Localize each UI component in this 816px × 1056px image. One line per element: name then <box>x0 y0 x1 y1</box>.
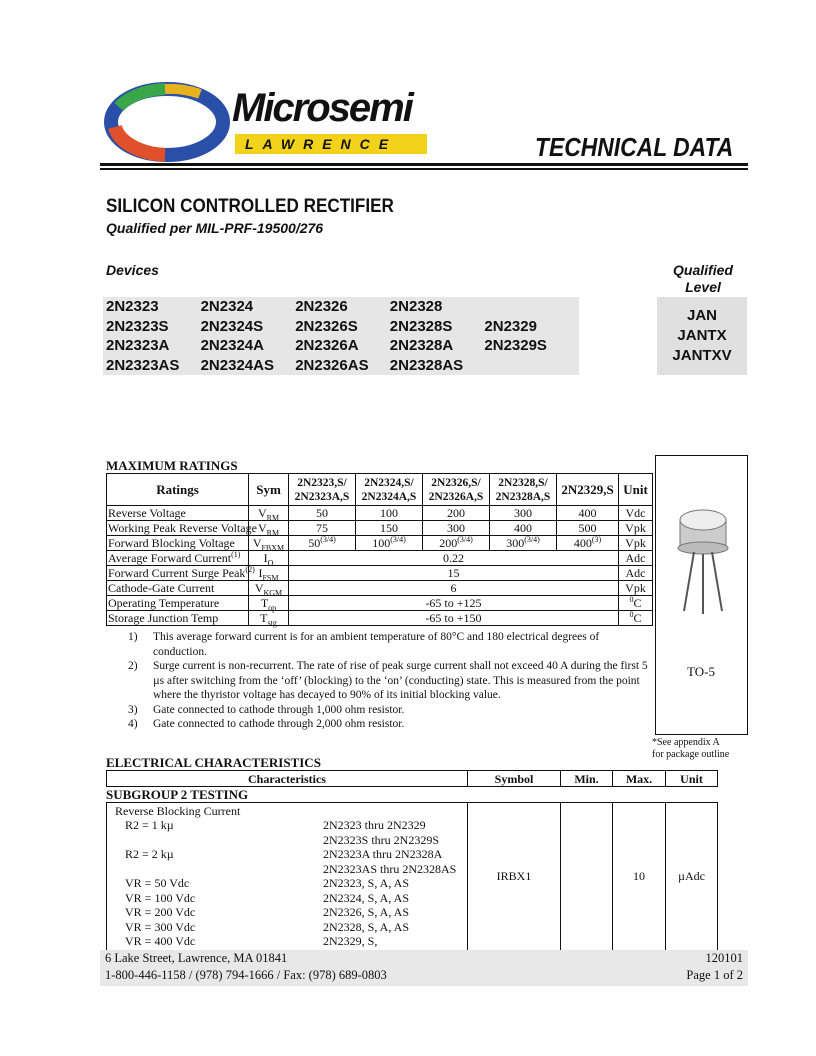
col-min: Min. <box>561 771 613 787</box>
device-part-number: 2N2328A <box>389 337 454 354</box>
ratings-row <box>107 506 653 521</box>
outline-note: for package outline <box>652 749 730 760</box>
electrical-table <box>106 802 718 951</box>
device-part-number: 2N2326S <box>295 317 358 335</box>
max-ratings-table <box>106 473 653 626</box>
ratings-row <box>107 521 653 536</box>
ratings-row <box>107 551 653 566</box>
rating-value: 0.22 <box>289 551 619 566</box>
test-condition <box>125 833 323 848</box>
subgroup-heading: SUBGROUP 2 TESTING <box>106 787 249 802</box>
test-condition-row <box>125 876 459 891</box>
qualified-levels <box>657 297 747 375</box>
device-part-number: 2N2328 <box>389 298 443 315</box>
symbol-subscript: FSM <box>262 573 279 583</box>
ratings-header: 2N2326,S/ 2N2326A,S <box>423 474 490 506</box>
ratings-notes <box>128 630 650 732</box>
rating-value: -65 to +125 <box>289 596 619 611</box>
col-unit: Unit <box>666 771 718 787</box>
rating-name: Forward Blocking Voltage <box>107 536 249 551</box>
package-name: TO-5 <box>687 664 715 679</box>
level-item: JANTXV <box>672 347 732 364</box>
rating-name: Operating Temperature <box>107 596 249 611</box>
phone-numbers: 1-800-446-1158 / (978) 794-1666 / Fax: (978) 689-0803 <box>105 968 387 982</box>
rating-value: 15 <box>289 566 619 581</box>
ratings-header: 2N2328,S/ 2N2328A,S <box>490 474 557 506</box>
device-part-number: 2N2328AS <box>389 356 464 374</box>
note-text: Surge current is non-recurrent. The rate of rise of peak surge current shall not exceed 40 A during the first 5 µs after switching from the ‘off’ (blocking) to the ‘on’ (conducting) state. This is measured from the point where the thyristor voltage has decayed to 90% of its initial blocking value. <box>153 660 648 701</box>
rating-unit: $^0$C <box>619 596 653 611</box>
test-condition: VR = 50 Vdc <box>125 876 190 890</box>
qualification-spec: Qualified per MIL-PRF-19500/276 <box>106 220 324 236</box>
rating-unit: Adc <box>619 566 653 581</box>
note-number: 1) <box>128 631 138 643</box>
note-text: This average forward current is for an ambient temperature of 80°C and 180 electrical degrees of conduction. <box>153 631 600 658</box>
test-condition-row <box>125 862 459 877</box>
symbol-subscript: FBXM <box>261 543 285 553</box>
rating-symbol: $V_{FBXM}$ <box>249 536 289 551</box>
test-condition-row <box>125 847 459 862</box>
rating-name: Average Forward Current$^{(1)}$ <box>107 551 249 566</box>
test-condition-row <box>125 905 459 920</box>
to5-package-icon <box>674 506 732 616</box>
note-ref: (3/4) <box>320 535 336 544</box>
ratings-header: 2N2323,S/ 2N2323A,S <box>289 474 356 506</box>
qualified-label: Qualified <box>673 262 733 278</box>
brand-name: Microsemi <box>232 86 412 130</box>
col-characteristics: Characteristics <box>107 771 468 787</box>
device-part-number: 2N2329 <box>484 317 537 335</box>
test-condition-row <box>125 891 459 906</box>
footer <box>100 950 748 986</box>
test-condition-row <box>125 920 459 935</box>
device-part-number: 2N2324S <box>200 317 264 335</box>
symbol-subscript: RM <box>266 513 280 523</box>
rating-name: Reverse Voltage <box>107 506 249 521</box>
note-ref: (3/4) <box>524 535 540 544</box>
page-title: SILICON CONTROLLED RECTIFIER <box>106 196 394 217</box>
characteristic-cell <box>107 803 468 951</box>
note-ref: (1) <box>231 550 241 559</box>
rating-value: $50^{(3/4)}$ <box>289 536 356 551</box>
rating-symbol: $T_{stg}$ <box>249 611 289 626</box>
note-number: 3) <box>128 703 138 716</box>
note-ref: (3/4) <box>390 535 406 544</box>
note-text: Gate connected to cathode through 1,000 ohm resistor. <box>153 703 405 716</box>
device-part-number: 2N2324AS <box>200 356 274 374</box>
test-condition: VR = 400 Vdc <box>125 934 196 948</box>
param-name: Reverse Blocking Current <box>115 804 241 818</box>
applicable-devices: 2N2329, S, <box>323 934 378 948</box>
applicable-devices: 2N2328, S, A, AS <box>323 919 410 934</box>
device-grid <box>103 297 579 375</box>
applicable-devices: 2N2323, S, A, AS <box>323 876 410 890</box>
applicable-devices: 2N2323AS thru 2N2328AS <box>323 861 457 876</box>
address: 6 Lake Street, Lawrence, MA 01841 <box>105 951 288 965</box>
rating-name: Forward Current Surge Peak$^{(2)}$ <box>108 565 255 580</box>
device-part-number: 2N2328S <box>389 317 453 335</box>
rating-value: 300 <box>423 521 490 536</box>
doc-type: TECHNICAL DATA <box>535 132 734 162</box>
rating-symbol: $V_{RM}$ <box>249 506 289 521</box>
device-part-number <box>484 297 579 317</box>
min-cell <box>561 803 613 951</box>
rating-value: 300 <box>490 506 557 521</box>
applicable-devices: 2N2323 thru 2N2329 <box>323 818 426 832</box>
device-part-number: 2N2323AS <box>106 356 180 374</box>
note-item <box>128 630 650 659</box>
ratings-header: 2N2324,S/ 2N2324A,S <box>356 474 423 506</box>
symbol-subscript: op <box>268 603 277 613</box>
page-number: Page 1 of 2 <box>686 968 743 982</box>
applicable-devices: 2N2323S thru 2N2329S <box>323 832 440 847</box>
rating-unit: Vpk <box>619 521 653 536</box>
ratings-row <box>107 596 653 611</box>
rating-value: $300^{(3/4)}$ <box>490 536 557 551</box>
device-part-number: 2N2324 <box>200 298 254 315</box>
test-condition: VR = 200 Vdc <box>125 905 196 919</box>
rating-value: $100^{(3/4)}$ <box>356 536 423 551</box>
rating-value: 75 <box>289 521 356 536</box>
max-cell: 10 <box>613 803 666 951</box>
applicable-devices: 2N2324, S, A, AS <box>323 890 410 905</box>
level-item: JAN <box>686 307 717 324</box>
divider <box>100 168 748 170</box>
rating-unit: Vpk <box>619 581 653 596</box>
note-item <box>128 717 650 732</box>
max-ratings-heading: MAXIMUM RATINGS <box>106 458 238 473</box>
test-condition: R2 = 1 kµ <box>125 818 174 832</box>
ratings-header: 2N2329,S <box>557 474 619 506</box>
test-condition-row <box>125 818 459 833</box>
ratings-row <box>107 611 653 626</box>
rating-symbol: $V_{KGM}$ <box>249 581 289 596</box>
level-item: JANTX <box>677 327 727 344</box>
ratings-header: Sym <box>249 474 289 506</box>
device-part-number: 2N2326AS <box>295 356 369 374</box>
ratings-row <box>107 566 653 581</box>
note-number: 2) <box>128 660 138 672</box>
device-part-number: 2N2329S <box>484 337 547 354</box>
rating-name: Cathode-Gate Current <box>107 581 249 596</box>
microsemi-logo-icon <box>105 82 230 162</box>
electrical-header-table <box>106 770 718 787</box>
rating-unit: Vdc <box>619 506 653 521</box>
rating-value: 200 <box>423 506 490 521</box>
rating-value: 400 <box>490 521 557 536</box>
test-condition-row <box>125 934 459 949</box>
test-condition-row <box>125 833 459 848</box>
doc-number: 120101 <box>705 951 743 965</box>
degree: 0 <box>629 610 634 619</box>
note-ref: (3) <box>591 535 602 544</box>
note-item <box>128 703 650 718</box>
device-part-number: 2N2326A <box>295 337 359 354</box>
rating-symbol: $I_{FSM}$ <box>249 566 289 581</box>
rating-name: Storage Junction Temp <box>107 611 249 626</box>
test-condition <box>125 862 323 877</box>
rating-value: -65 to +150 <box>289 611 619 626</box>
rating-value: 400$^{(3)}$ <box>557 536 619 551</box>
note-item <box>128 659 650 703</box>
rating-unit: Adc <box>619 551 653 566</box>
device-part-number: 2N2323S <box>106 317 169 335</box>
package-box <box>655 455 748 735</box>
level-label: Level <box>685 279 721 295</box>
note-ref: (3/4) <box>457 535 473 544</box>
symbol-subscript: stg <box>267 618 277 628</box>
rating-value: 50 <box>289 506 356 521</box>
rating-value: 6 <box>289 581 619 596</box>
device-part-number <box>484 356 579 376</box>
ratings-row <box>107 536 653 551</box>
divider <box>100 163 748 166</box>
ratings-header: Unit <box>619 474 653 506</box>
test-condition: VR = 100 Vdc <box>125 890 196 905</box>
col-max: Max. <box>613 771 666 787</box>
qualified-level-label <box>660 262 746 296</box>
electrical-heading: ELECTRICAL CHARACTERISTICS <box>106 755 321 770</box>
applicable-devices: 2N2326, S, A, AS <box>323 905 410 919</box>
rating-value: $200^{(3/4)}$ <box>423 536 490 551</box>
device-part-number: 2N2323 <box>106 298 159 315</box>
ratings-row <box>107 581 653 596</box>
devices-label: Devices <box>106 262 159 278</box>
brand-sub: LAWRENCE <box>235 134 427 154</box>
rating-unit: Vpk <box>619 536 653 551</box>
applicable-devices: 2N2323A thru 2N2328A <box>323 847 443 861</box>
test-condition: R2 = 2 kµ <box>125 847 174 861</box>
appendix-note: *See appendix A <box>652 737 720 748</box>
symbol-subscript: RM <box>266 528 280 538</box>
unit-cell: µAdc <box>666 803 718 951</box>
device-part-number: 2N2326 <box>295 298 348 315</box>
device-part-number: 2N2324A <box>200 337 264 354</box>
note-text: Gate connected to cathode through 2,000 ohm resistor. <box>153 718 405 730</box>
symbol-subscript: KGM <box>263 588 283 598</box>
rating-symbol: $T_{op}$ <box>249 596 289 611</box>
rating-symbol: $V_{RM}$ <box>249 521 289 536</box>
rating-name: Working Peak Reverse Voltage <box>108 521 257 535</box>
note-ref: (2) <box>245 565 255 574</box>
rating-value: 400 <box>557 506 619 521</box>
symbol-cell: IRBX1 <box>468 803 561 951</box>
rating-symbol: $I_O$ <box>249 551 289 566</box>
package-note <box>652 737 729 761</box>
ratings-header: Ratings <box>107 474 249 506</box>
test-condition: VR = 300 Vdc <box>125 919 196 934</box>
rating-value: 150 <box>356 521 423 536</box>
rating-value: 100 <box>356 506 423 521</box>
rating-value: 500 <box>557 521 619 536</box>
degree: 0 <box>629 595 634 604</box>
symbol-subscript: O <box>267 558 274 568</box>
rating-unit: $^0$C <box>619 611 653 626</box>
col-symbol: Symbol <box>468 771 561 787</box>
note-number: 4) <box>128 718 138 730</box>
device-part-number: 2N2323A <box>106 337 170 354</box>
